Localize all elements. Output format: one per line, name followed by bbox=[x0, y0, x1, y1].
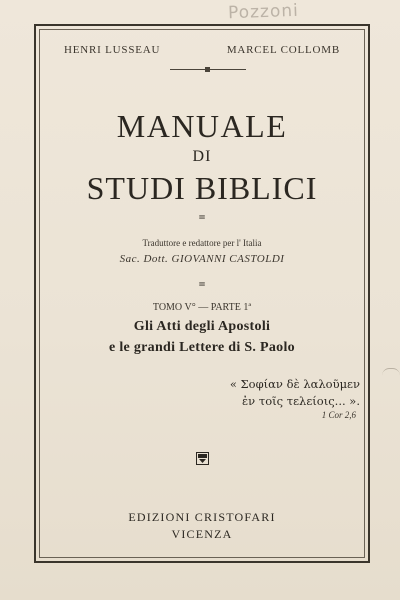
page-border bbox=[34, 24, 370, 563]
editor-name: Sac. Dott. GIOVANNI CASTOLDI bbox=[119, 253, 285, 265]
volume-title-line-2: e le grandi Lettere di S. Paolo bbox=[109, 340, 295, 355]
publisher-emblem-icon bbox=[196, 452, 209, 465]
separator-2: = bbox=[198, 277, 206, 291]
pencil-annotation: Pozzoni bbox=[227, 0, 300, 24]
authors bbox=[40, 44, 360, 56]
publisher-city: VICENZA bbox=[171, 527, 233, 541]
title-line-2: DI bbox=[192, 148, 212, 165]
title-line-1: MANUALE bbox=[116, 108, 288, 144]
translator-label: Traduttore e redattore per l' Italia bbox=[142, 238, 262, 248]
page-edge-mark bbox=[382, 368, 400, 383]
author-divider-ornament bbox=[205, 67, 210, 72]
epigraph-line-2: ἐν τοῖς τελείοις... ». bbox=[242, 394, 360, 408]
title-line-3: STUDI BIBLICI bbox=[86, 170, 318, 206]
volume-label: TOMO V° — PARTE 1ª bbox=[152, 302, 252, 313]
separator-1: = bbox=[198, 210, 206, 224]
epigraph bbox=[220, 376, 360, 410]
volume-title-line-1: Gli Atti degli Apostoli bbox=[133, 319, 271, 334]
author-right: MARCEL COLLOMB bbox=[226, 44, 340, 56]
epigraph-line-1: « Σοφίαν δὲ λαλοῦμεν bbox=[229, 377, 360, 391]
epigraph-reference: 1 Cor 2,6 bbox=[321, 410, 356, 420]
publisher-name: EDIZIONI CRISTOFARI bbox=[128, 510, 276, 524]
author-left: HENRI LUSSEAU bbox=[64, 44, 161, 56]
